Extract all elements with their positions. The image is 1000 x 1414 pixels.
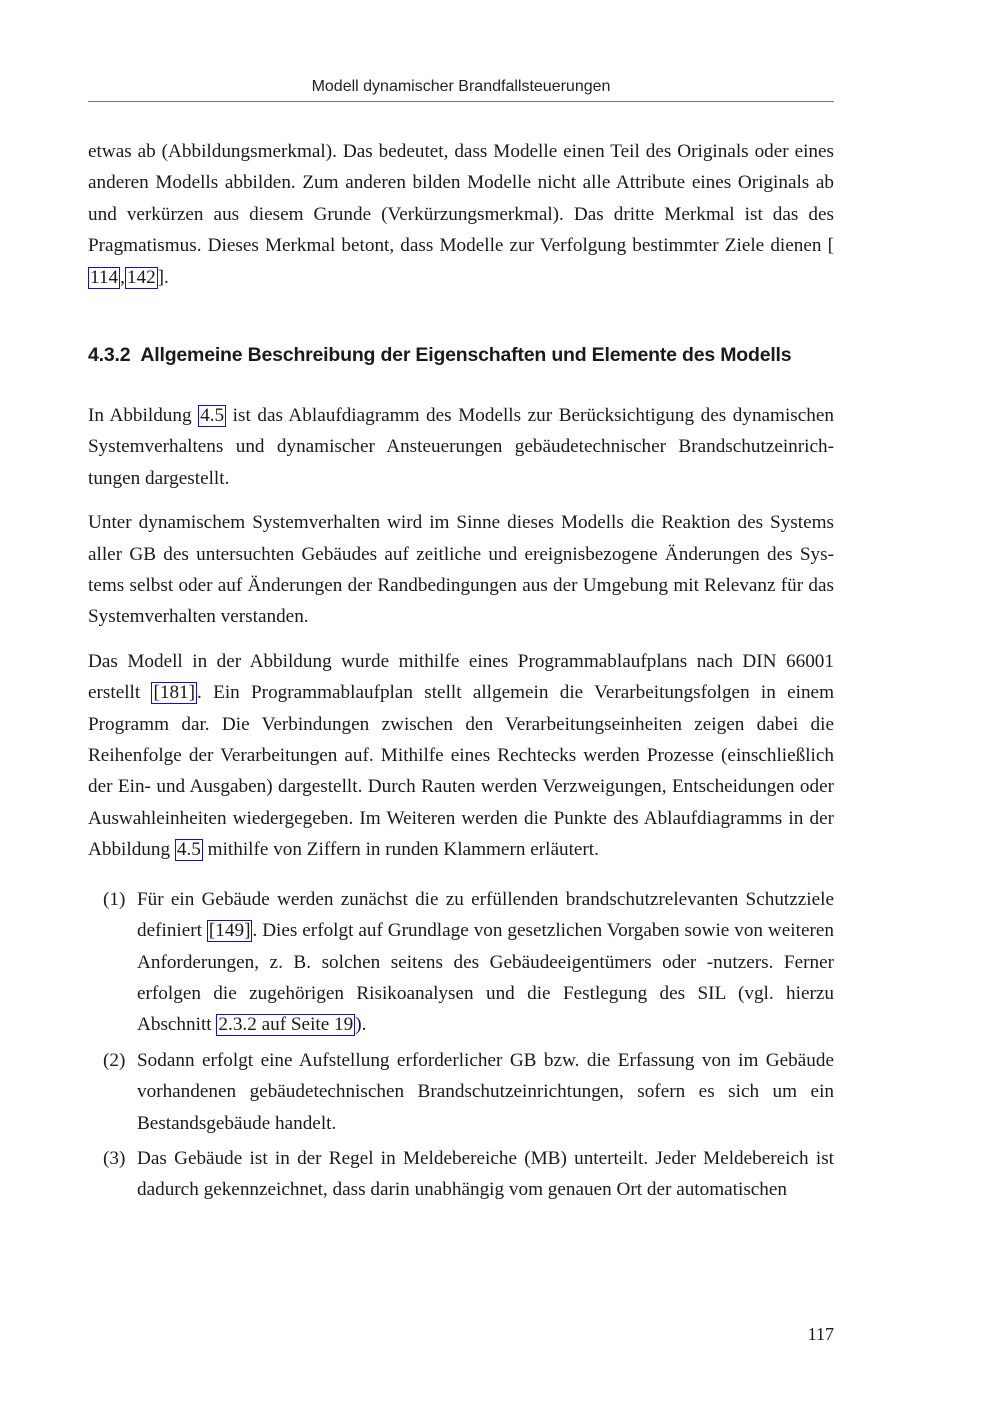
citation-group: [114 , 142 ]: [90, 235, 834, 288]
page-number: 117: [807, 1324, 834, 1344]
citation-link-181[interactable]: [181]: [153, 682, 196, 704]
citation-link-142[interactable]: 142: [126, 266, 156, 288]
list-marker: (3): [103, 1147, 126, 1169]
section-title: Allgemeine Beschreibung der Eigenschaften und Elemente des Modells: [140, 344, 792, 366]
paragraph-3: Das Modell in der Abbildung wurde mithilfe eines Programmablaufplans nach DIN 66001 erstellt [181] . Ein Programmablaufplan stellt allgemein die Verarbeitungsfolgen in einem Programm dar. Die Verbindungen zwischen den Verarbeitungseinheiten zeigen dabei die Reihenfolge der Verarbeitungen auf. Mithilfe eines Rechtecks werden Prozesse (einschließlich der Ein- und Ausgaben) dargestellt. Durch Rauten werden Verzweigungen, Entscheidungen oder Auswahleinheiten wiedergegeben. Im Weiteren werden die Punkte des Ablaufdiagramms in der Abbildung 4.5 mithilfe von Ziffern in runden Klammern erläutert.: [88, 650, 834, 861]
citation-link-114[interactable]: 114: [90, 266, 119, 288]
intro-paragraph: etwas ab (Abbildungsmerkmal). Das bedeutet, dass Modelle einen Teil des Originals oder eines anderen Modells abbilden. Zum anderen bilden Modelle nicht alle Attribute eines Originals ab und verkürzen aus diesem Grunde (Verkürzungsmerkmal). Das dritte Merkmal ist das des Pragmatismus. Dieses Merkmal betont, dass Modelle zur Verfolgung bestimmter Ziele dienen [114 , 142 ].: [88, 141, 834, 288]
paragraph-2: Unter dynamischem Systemverhalten wird im Sinne dieses Modells die Reaktion des Systems aller GB des untersuchten Gebäudes auf zeitliche und ereignisbezogene Änderungen des Systems selbst oder auf Änderungen der Randbedingungen aus der Umgebung mit Relevanz für das Systemverhalten verstanden.: [88, 512, 834, 628]
list-marker: (1): [103, 888, 126, 910]
figure-link-4-5[interactable]: 4.5: [200, 405, 225, 426]
numbered-list: [88, 884, 834, 1206]
section-number: 4.3.2: [88, 344, 131, 366]
list-item: (2) Sodann erfolgt eine Aufstellung erforderlicher GB bzw. die Erfassung von im Gebäude vorhandenen gebäudetechnischen Brandschutzeinrichtungen, sofern es sich um ein Bestandsgebäude handelt.: [88, 1045, 834, 1139]
intro-text: etwas ab (Abbildungsmerkmal). Das bedeutet, dass Modelle einen Teil des Originals oder eines anderen Modells abbilden. Zum anderen bilden Modelle nicht alle Attribute eines Originals ab und verkürzen aus diesem Grunde (Verkürzungsmerkmal). Das dritte Merkmal ist das des Pragmatismus. Dieses Merkmal betont, dass Modelle zur Verfolgung bestimmter Ziele dienen: [88, 141, 834, 257]
list-item: (3) Das Gebäude ist in der Regel in Meldebereiche (MB) unterteilt. Jeder Meldebereich ist dadurch gekennzeichnet, dass darin unabhängig vom genauen Ort der automatischen: [88, 1143, 834, 1206]
section-heading: [88, 344, 791, 367]
figure-link-4-5[interactable]: 4.5: [176, 839, 201, 861]
paragraph-1: In Abbildung 4.5 ist das Ablaufdiagramm des Modells zur Berücksichtigung des dynamischen Systemverhaltens und dynamischer Ansteuerungen gebäudetechnischer Brandschutzeinrichtungen dargestellt.: [88, 405, 834, 489]
list-marker: (2): [103, 1049, 126, 1071]
section-link-2-3-2[interactable]: 2.3.2 auf Seite 19: [218, 1014, 354, 1036]
running-title: Modell dynamischer Brandfallsteuerungen: [311, 78, 611, 95]
section-body: [88, 400, 834, 1210]
running-header: [88, 76, 834, 102]
list-item: (1) Für ein Gebäude werden zunächst die zu erfüllenden brandschutzrelevanten Schutzziele definiert [149] . Dies erfolgt auf Grundlage von gesetzlichen Vorgaben sowie von weiteren Anforderungen, z. B. solchen seitens des Gebäudeeigentümers oder -nutzers. Ferner erfolgen die zugehörigen Risikoanalysen und die Festlegung des SIL (vgl. hierzu Abschnitt 2.3.2 auf Seite 19 ).: [88, 884, 834, 1041]
citation-link-149[interactable]: [149]: [208, 920, 251, 942]
